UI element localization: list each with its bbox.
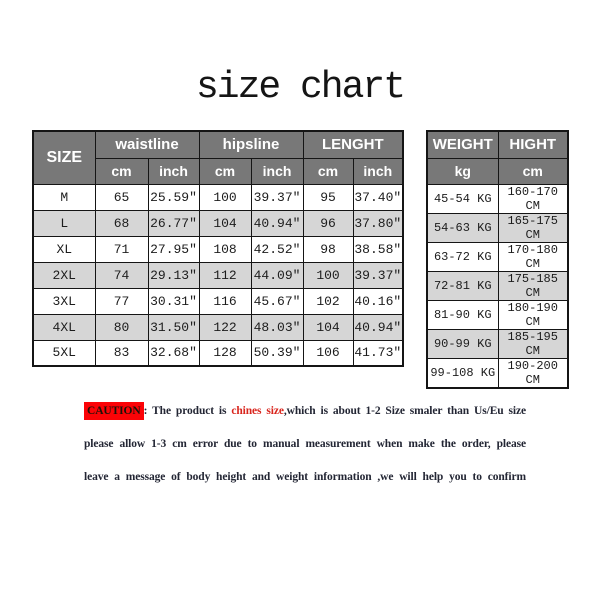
table-row (427, 300, 568, 329)
table-row (427, 358, 568, 388)
cell: 44.09″ (251, 262, 303, 288)
hight-cm-header: cm (498, 158, 568, 184)
weight-range: 81-90 KG (427, 300, 498, 329)
cell: 50.39″ (251, 340, 303, 366)
cell: 116 (199, 288, 251, 314)
size-table (32, 130, 404, 367)
weight-range: 45-54 KG (427, 184, 498, 213)
table-row (427, 271, 568, 300)
cell: 77 (95, 288, 148, 314)
hight-header: HIGHT (498, 131, 568, 158)
weight-range: 63-72 KG (427, 242, 498, 271)
weight-range: 54-63 KG (427, 213, 498, 242)
size-label: M (33, 184, 95, 210)
cell: 80 (95, 314, 148, 340)
lenght-cm-header: cm (303, 158, 353, 184)
size-label: 2XL (33, 262, 95, 288)
lenght-header: LENGHT (303, 131, 403, 158)
table-row (33, 184, 403, 210)
table-row (427, 242, 568, 271)
cell: 40.16″ (353, 288, 403, 314)
caution-colon: : (143, 405, 148, 417)
cell: 104 (199, 210, 251, 236)
waistline-header: waistline (95, 131, 199, 158)
size-label: L (33, 210, 95, 236)
table-row (427, 184, 568, 213)
height-range: 175-185 CM (498, 271, 568, 300)
table-row (33, 236, 403, 262)
cell: 83 (95, 340, 148, 366)
page-title: size chart (195, 66, 405, 109)
cell: 65 (95, 184, 148, 210)
height-range: 180-190 CM (498, 300, 568, 329)
cell: 95 (303, 184, 353, 210)
cell: 27.95″ (148, 236, 199, 262)
cell: 68 (95, 210, 148, 236)
caution-red-text: chines size (231, 405, 284, 417)
height-range: 160-170 CM (498, 184, 568, 213)
cell: 96 (303, 210, 353, 236)
caution-text-post: ,which is about 1-2 Size smaler than Us/Eu size (283, 405, 526, 417)
caution-note (84, 400, 526, 499)
cell: 41.73″ (353, 340, 403, 366)
hipsline-inch-header: inch (251, 158, 303, 184)
weight-header: WEIGHT (427, 131, 498, 158)
hipsline-cm-header: cm (199, 158, 251, 184)
caution-line-2: please allow 1-3 cm error due to manual measurement when make the order, please (84, 438, 526, 450)
table-row (427, 213, 568, 242)
cell: 37.40″ (353, 184, 403, 210)
cell: 112 (199, 262, 251, 288)
weight-range: 90-99 KG (427, 329, 498, 358)
height-range: 165-175 CM (498, 213, 568, 242)
cell: 25.59″ (148, 184, 199, 210)
waistline-inch-header: inch (148, 158, 199, 184)
hipsline-header: hipsline (199, 131, 303, 158)
cell: 42.52″ (251, 236, 303, 262)
cell: 74 (95, 262, 148, 288)
cell: 104 (303, 314, 353, 340)
cell: 100 (199, 184, 251, 210)
cell: 106 (303, 340, 353, 366)
size-label: 3XL (33, 288, 95, 314)
cell: 48.03″ (251, 314, 303, 340)
cell: 32.68″ (148, 340, 199, 366)
cell: 108 (199, 236, 251, 262)
caution-text-pre: The product is (152, 405, 227, 417)
cell: 102 (303, 288, 353, 314)
table-row (33, 314, 403, 340)
cell: 45.67″ (251, 288, 303, 314)
cell: 71 (95, 236, 148, 262)
waistline-cm-header: cm (95, 158, 148, 184)
lenght-inch-header: inch (353, 158, 403, 184)
cell: 26.77″ (148, 210, 199, 236)
caution-label: CAUTION (84, 402, 144, 420)
weight-range: 99-108 KG (427, 358, 498, 388)
table-row (427, 329, 568, 358)
cell: 39.37″ (251, 184, 303, 210)
cell: 29.13″ (148, 262, 199, 288)
table-row (33, 210, 403, 236)
table-row (33, 262, 403, 288)
height-range: 190-200 CM (498, 358, 568, 388)
height-range: 170-180 CM (498, 242, 568, 271)
weight-kg-header: kg (427, 158, 498, 184)
caution-line-1 (84, 400, 526, 422)
table-row (33, 340, 403, 366)
weight-height-table (426, 130, 569, 389)
size-label: 4XL (33, 314, 95, 340)
size-column-header: SIZE (33, 131, 95, 184)
size-label: XL (33, 236, 95, 262)
height-range: 185-195 CM (498, 329, 568, 358)
cell: 40.94″ (251, 210, 303, 236)
size-label: 5XL (33, 340, 95, 366)
cell: 37.80″ (353, 210, 403, 236)
cell: 39.37″ (353, 262, 403, 288)
cell: 40.94″ (353, 314, 403, 340)
weight-range: 72-81 KG (427, 271, 498, 300)
cell: 31.50″ (148, 314, 199, 340)
cell: 38.58″ (353, 236, 403, 262)
table-row (33, 288, 403, 314)
cell: 98 (303, 236, 353, 262)
cell: 30.31″ (148, 288, 199, 314)
cell: 128 (199, 340, 251, 366)
cell: 100 (303, 262, 353, 288)
caution-line-3: leave a message of body height and weight information ,we will help you to confirm (84, 471, 526, 483)
cell: 122 (199, 314, 251, 340)
